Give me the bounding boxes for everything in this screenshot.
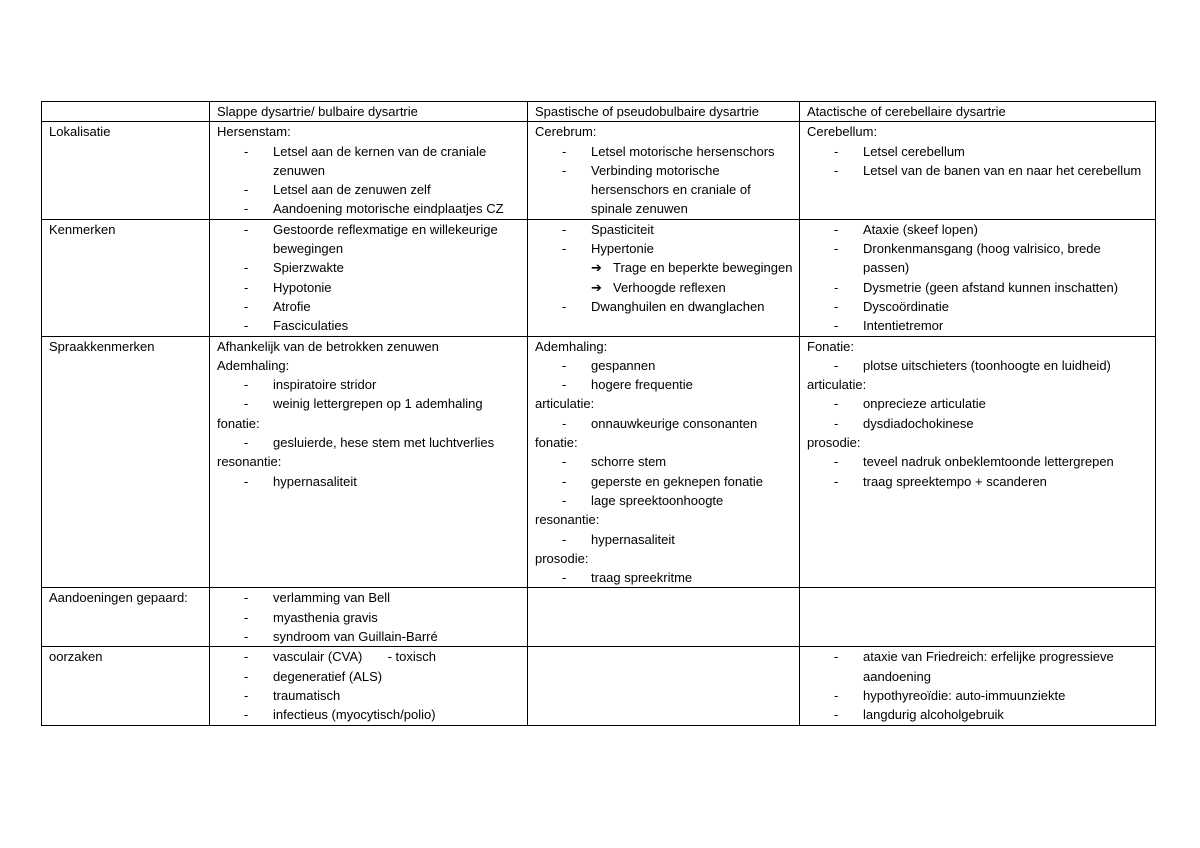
dash-bullet-icon: -	[244, 221, 249, 237]
list-item	[535, 491, 793, 510]
arrow-bullet-icon: ➔	[591, 279, 602, 295]
list-item	[217, 667, 521, 686]
dash-bullet-icon: -	[834, 143, 839, 159]
list-item	[807, 472, 1149, 491]
list-item	[535, 220, 793, 239]
table-cell	[528, 219, 800, 336]
list-item	[807, 142, 1149, 161]
list-item	[217, 472, 521, 491]
arrow-bullet-icon: ➔	[591, 260, 602, 276]
list-item	[535, 239, 793, 258]
table-row	[42, 647, 1156, 725]
list-item-text: Letsel motorische hersenschors	[591, 143, 775, 159]
list-item	[535, 258, 793, 277]
cell-heading: Cerebrum:	[535, 124, 597, 140]
row-label-cell	[42, 122, 210, 219]
list-item-text: Dyscoördinatie	[863, 298, 949, 314]
cell-heading: fonatie:	[217, 415, 260, 431]
dash-bullet-icon: -	[562, 241, 567, 257]
cell-heading: prosodie:	[535, 550, 589, 566]
cell-heading: Ademhaling:	[535, 338, 608, 354]
list-item-text: Letsel van de banen van en naar het cerebellum	[863, 162, 1142, 178]
cell-heading: Hersenstam:	[217, 124, 291, 140]
list-item-text: Atrofie	[273, 298, 311, 314]
dash-bullet-icon: -	[562, 531, 567, 547]
dash-bullet-icon: -	[562, 377, 567, 393]
list-item	[217, 199, 521, 218]
list-item-text: Ataxie (skeef lopen)	[863, 221, 978, 237]
cell-heading: articulatie:	[535, 396, 595, 412]
dash-bullet-icon: -	[834, 162, 839, 178]
list-item-text: lage spreektoonhoogte	[591, 492, 724, 508]
list-item-text: myasthenia gravis	[273, 609, 378, 625]
list-item	[217, 297, 521, 316]
table-cell	[800, 588, 1156, 647]
dash-bullet-icon: -	[834, 649, 839, 665]
list-item	[535, 414, 793, 433]
list-item-text: plotse uitschieters (toonhoogte en luidheid)	[863, 357, 1111, 373]
dysartrie-comparison-table	[41, 101, 1156, 726]
dash-bullet-icon: -	[562, 162, 567, 178]
dash-bullet-icon: -	[834, 473, 839, 489]
list-item-text: degeneratief (ALS)	[273, 668, 383, 684]
list-item	[217, 220, 521, 259]
column-header	[528, 102, 800, 122]
dash-bullet-icon: -	[562, 492, 567, 508]
table-cell	[528, 588, 800, 647]
dash-bullet-icon: -	[834, 357, 839, 373]
dash-bullet-icon: -	[244, 609, 249, 625]
list-item	[535, 375, 793, 394]
list-item-text: geperste en geknepen fonatie	[591, 473, 764, 489]
list-item	[807, 452, 1149, 471]
list-item-text: traumatisch	[273, 687, 341, 703]
dash-bullet-icon: -	[562, 415, 567, 431]
table-cell	[528, 336, 800, 588]
dash-bullet-icon: -	[244, 668, 249, 684]
row-label-cell	[42, 219, 210, 336]
row-label: Kenmerken	[49, 221, 116, 237]
header-corner-cell	[42, 102, 210, 122]
cell-heading: Fonatie:	[807, 338, 854, 354]
dash-bullet-icon: -	[244, 649, 249, 665]
list-item-text: traag spreektempo + scanderen	[863, 473, 1047, 489]
column-header-text: Spastische of pseudobulbaire dysartrie	[535, 104, 760, 119]
list-item-text: dysdiadochokinese	[863, 415, 974, 431]
list-item	[535, 530, 793, 549]
list-item	[807, 161, 1149, 180]
list-item	[535, 278, 793, 297]
column-header-text: Atactische of cerebellaire dysartrie	[807, 104, 1006, 119]
row-label-cell	[42, 588, 210, 647]
list-item	[535, 161, 793, 219]
table-cell	[210, 647, 528, 725]
table-cell	[210, 588, 528, 647]
dash-bullet-icon: -	[562, 357, 567, 373]
dash-bullet-icon: -	[834, 241, 839, 257]
list-item-text: gesluierde, hese stem met luchtverlies	[273, 435, 495, 451]
dash-bullet-icon: -	[562, 570, 567, 586]
list-item-text: Intentietremor	[863, 318, 944, 334]
dash-bullet-icon: -	[244, 143, 249, 159]
dash-bullet-icon: -	[244, 473, 249, 489]
dash-bullet-icon: -	[834, 687, 839, 703]
list-item	[217, 142, 521, 181]
cell-heading: articulatie:	[807, 377, 867, 393]
list-item-text: Fasciculaties	[273, 318, 349, 334]
list-item-text: onnauwkeurige consonanten	[591, 415, 758, 431]
list-item	[535, 452, 793, 471]
list-item-text: hypothyreoïdie: auto-immuunziekte	[863, 687, 1066, 703]
list-item-text: hogere frequentie	[591, 377, 693, 393]
list-item-text: weinig lettergrepen op 1 ademhaling	[273, 396, 483, 412]
list-item-text: hypernasaliteit	[591, 531, 675, 547]
dash-bullet-icon: -	[562, 143, 567, 159]
cell-heading: resonantie:	[535, 512, 600, 528]
list-item	[807, 220, 1149, 239]
list-item	[807, 394, 1149, 413]
dash-bullet-icon: -	[244, 687, 249, 703]
header-row	[42, 102, 1156, 122]
list-item	[535, 142, 793, 161]
list-item	[217, 258, 521, 277]
row-label: Aandoeningen gepaard:	[49, 590, 188, 606]
table-cell	[800, 336, 1156, 588]
dash-bullet-icon: -	[244, 201, 249, 217]
cell-heading: Afhankelijk van de betrokken zenuwen	[217, 338, 439, 354]
dash-bullet-icon: -	[244, 279, 249, 295]
cell-heading: prosodie:	[807, 435, 861, 451]
list-item	[807, 686, 1149, 705]
row-label: oorzaken	[49, 649, 103, 665]
dash-bullet-icon: -	[244, 318, 249, 334]
list-item	[217, 316, 521, 335]
dash-bullet-icon: -	[834, 318, 839, 334]
table-cell	[800, 219, 1156, 336]
column-header	[800, 102, 1156, 122]
list-item-text: Dronkenmansgang (hoog valrisico, brede passen)	[863, 241, 1105, 276]
dash-bullet-icon: -	[244, 182, 249, 198]
table-cell	[210, 122, 528, 219]
list-item-text: Trage en beperkte bewegingen	[613, 260, 793, 276]
list-item-text: Spierzwakte	[273, 260, 344, 276]
table-row	[42, 336, 1156, 588]
list-item	[807, 297, 1149, 316]
list-item	[217, 394, 521, 413]
list-item-text: Hypotonie	[273, 279, 332, 295]
list-item	[217, 588, 521, 607]
list-item-text: hypernasaliteit	[273, 473, 357, 489]
table-row	[42, 588, 1156, 647]
list-item-text: syndroom van Guillain-Barré	[273, 629, 438, 645]
dash-bullet-icon: -	[244, 435, 249, 451]
list-item-text: langdurig alcoholgebruik	[863, 707, 1004, 723]
list-item	[217, 278, 521, 297]
list-item-text: Letsel aan de kernen van de craniale zenuwen	[273, 143, 490, 178]
list-item-text: onprecieze articulatie	[863, 396, 986, 412]
table-body	[42, 102, 1156, 726]
list-item	[807, 239, 1149, 278]
list-item	[217, 627, 521, 646]
list-item	[535, 356, 793, 375]
list-item-text: vasculair (CVA) - toxisch	[273, 649, 437, 665]
dash-bullet-icon: -	[562, 473, 567, 489]
dash-bullet-icon: -	[834, 298, 839, 314]
list-item	[217, 686, 521, 705]
list-item-text: teveel nadruk onbeklemtoonde lettergrepen	[863, 454, 1114, 470]
dash-bullet-icon: -	[244, 707, 249, 723]
cell-heading: Ademhaling:	[217, 357, 290, 373]
cell-heading: resonantie:	[217, 454, 282, 470]
list-item	[217, 647, 521, 666]
row-label: Spraakkenmerken	[49, 338, 155, 354]
dash-bullet-icon: -	[244, 629, 249, 645]
dash-bullet-icon: -	[244, 396, 249, 412]
table-cell	[800, 122, 1156, 219]
list-item	[217, 375, 521, 394]
dash-bullet-icon: -	[834, 454, 839, 470]
row-label-cell	[42, 336, 210, 588]
list-item-text: gespannen	[591, 357, 656, 373]
dash-bullet-icon: -	[834, 415, 839, 431]
list-item	[535, 568, 793, 587]
table-cell	[528, 122, 800, 219]
list-item	[807, 647, 1149, 686]
table-cell	[528, 647, 800, 725]
list-item	[807, 705, 1149, 724]
table-cell	[210, 336, 528, 588]
row-label-cell	[42, 647, 210, 725]
dash-bullet-icon: -	[244, 260, 249, 276]
list-item	[535, 472, 793, 491]
list-item-text: infectieus (myocytisch/polio)	[273, 707, 436, 723]
dash-bullet-icon: -	[244, 377, 249, 393]
dash-bullet-icon: -	[834, 707, 839, 723]
dash-bullet-icon: -	[834, 396, 839, 412]
cell-heading: fonatie:	[535, 435, 578, 451]
table-cell	[800, 647, 1156, 725]
list-item-text: schorre stem	[591, 454, 667, 470]
list-item-text: ataxie van Friedreich: erfelijke progressieve aandoening	[863, 649, 1118, 684]
cell-heading: Cerebellum:	[807, 124, 878, 140]
column-header-text: Slappe dysartrie/ bulbaire dysartrie	[217, 104, 418, 119]
list-item-text: Verhoogde reflexen	[613, 279, 726, 295]
list-item-text: Dysmetrie (geen afstand kunnen inschatten)	[863, 279, 1119, 295]
list-item	[217, 433, 521, 452]
list-item	[807, 356, 1149, 375]
table-row	[42, 219, 1156, 336]
list-item	[807, 316, 1149, 335]
table-row	[42, 122, 1156, 219]
list-item-text: Verbinding motorische hersenschors en craniale of spinale zenuwen	[591, 162, 755, 217]
list-item	[535, 297, 793, 316]
table-cell	[210, 219, 528, 336]
list-item-text: Dwanghuilen en dwanglachen	[591, 298, 765, 314]
list-item-text: Spasticiteit	[591, 221, 654, 237]
list-item-text: Gestoorde reflexmatige en willekeurige bewegingen	[273, 221, 502, 257]
row-label: Lokalisatie	[49, 124, 111, 140]
list-item-text: Letsel aan de zenuwen zelf	[273, 182, 431, 198]
list-item-text: Letsel cerebellum	[863, 143, 965, 159]
list-item	[217, 608, 521, 627]
list-item	[217, 705, 521, 724]
dash-bullet-icon: -	[244, 298, 249, 314]
list-item	[807, 278, 1149, 297]
list-item	[217, 180, 521, 199]
column-header	[210, 102, 528, 122]
list-item-text: Aandoening motorische eindplaatjes CZ	[273, 201, 504, 217]
list-item-text: Hypertonie	[591, 241, 654, 257]
dash-bullet-icon: -	[834, 221, 839, 237]
list-item	[807, 414, 1149, 433]
dash-bullet-icon: -	[244, 590, 249, 606]
dash-bullet-icon: -	[562, 298, 567, 314]
list-item-text: traag spreekritme	[591, 570, 693, 586]
dash-bullet-icon: -	[562, 454, 567, 470]
dash-bullet-icon: -	[834, 279, 839, 295]
list-item-text: verlamming van Bell	[273, 590, 391, 606]
list-item-text: inspiratoire stridor	[273, 377, 377, 393]
dash-bullet-icon: -	[562, 221, 567, 237]
